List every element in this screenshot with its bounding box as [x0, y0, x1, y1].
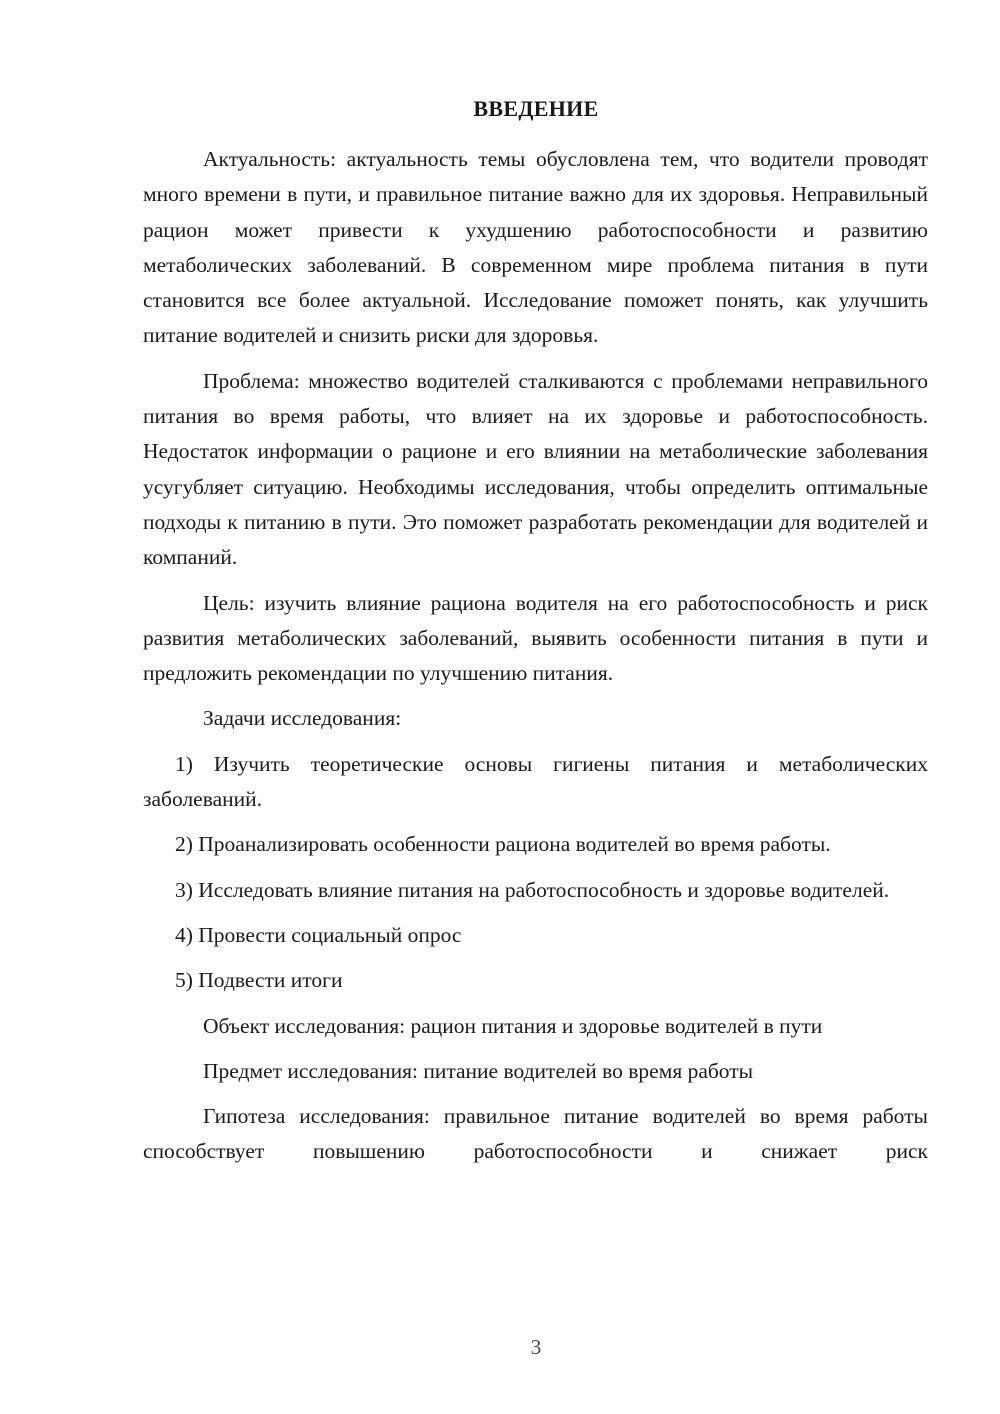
problem-paragraph: Проблема: множество водителей сталкиваются с проблемами неправильного питания во время работы, что влияет на их здоровье и работоспособность. Недостаток информации о рационе и его влиянии на метаболические заболевания усугубляет ситуацию. Необходимы исследования, чтобы определить оптимальные подходы к питанию в пути. Это поможет разработать рекомендации для водителей и компаний. — [143, 368, 928, 570]
subject-paragraph: Предмет исследования: питание водителей во время работы — [203, 1058, 754, 1083]
task-item: 1) Изучить теоретические основы гигиены питания и метаболических заболеваний. — [143, 751, 928, 812]
tasks-heading: Задачи исследования: — [203, 706, 402, 731]
document-body — [143, 142, 928, 1170]
page-title: ВВЕДЕНИЕ — [473, 96, 599, 121]
object-paragraph: Объект исследования: рацион питания и здоровье водителей в пути — [203, 1013, 823, 1038]
task-item: 3) Исследовать влияние питания на работоспособность и здоровье водителей. — [175, 877, 890, 902]
task-item: 5) Подвести итоги — [175, 968, 343, 993]
relevance-paragraph: Актуальность: актуальность темы обусловлена тем, что водители проводят много времени в пути, и правильное питание важно для их здоровья. Неправильный рацион может привести к ухудшению работоспособности и развитию метаболических заболеваний. В современном мире проблема питания в пути становится все более актуальной. Исследование поможет понять, как улучшить питание водителей и снизить риски для здоровья. — [143, 147, 928, 348]
page-number: 3 — [530, 1335, 542, 1359]
hypothesis-paragraph: Гипотеза исследования: правильное питание водителей во время работы способствует повышению работоспособности и снижает риск — [143, 1104, 928, 1164]
goal-paragraph: Цель: изучить влияние рациона водителя на его работоспособность и риск развития метаболических заболеваний, выявить особенности питания в пути и предложить рекомендации по улучшению питания. — [143, 590, 928, 686]
task-item: 2) Проанализировать особенности рациона водителей во время работы. — [175, 832, 831, 857]
task-item: 4) Провести социальный опрос — [175, 922, 462, 947]
